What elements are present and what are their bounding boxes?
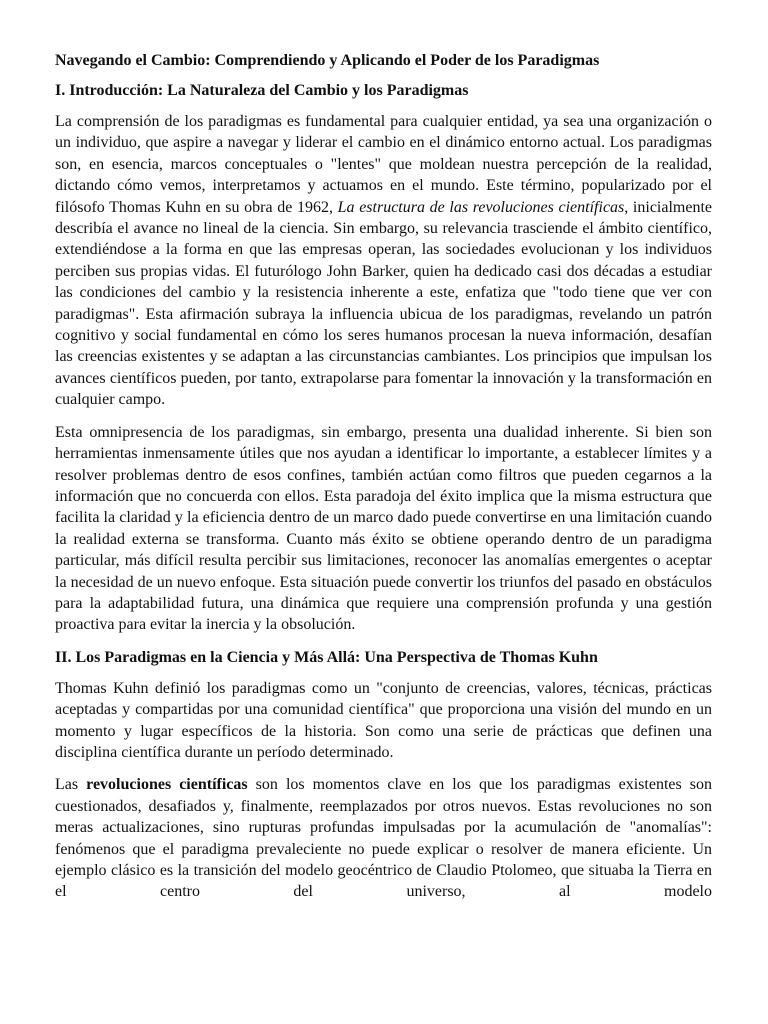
- paragraph-text: son los momentos clave en los que los paradigmas existentes son cuestionados, desafiados y, finalmente, reemplazados por otros nuevos. Estas revoluciones no son meras actualizaciones, sino rupturas profundas impulsadas por la acumulación de "anomalías": fenómenos que el paradigma prevaleciente no puede explicar o resolver de manera eficiente. Un ejemplo clásico es la transición del modelo geocéntrico de Claudio Ptolomeo, que situaba la Tierra en el centro del universo, al modelo: [55, 776, 712, 901]
- paragraph-text: La comprensión de los paradigmas es fundamental para cualquier entidad, ya sea una organización o un individuo, que aspire a navegar y liderar el cambio en el dinámico entorno actual. Los paradigmas son, en esencia, marcos conceptuales o "lentes" que moldean nuestra percepción de la realidad, dictando cómo vemos, interpretamos y actuamos en el mundo. Este término, popularizado por el filósofo Thomas Kuhn en su obra de 1962,: [55, 113, 712, 216]
- section-heading-kuhn: II. Los Paradigmas en la Ciencia y Más Allá: Una Perspectiva de Thomas Kuhn: [55, 648, 598, 666]
- paragraph-kuhn-2: [55, 774, 712, 902]
- paragraph-introduccion-2: Esta omnipresencia de los paradigmas, sin embargo, presenta una dualidad inherente. Si bien son herramientas inmensamente útiles que nos ayudan a identificar lo importante, a establecer límites y a resolver problemas dentro de esos confines, también actúan como filtros que pueden cegarnos a la información que no concuerda con ellos. Esta paradoja del éxito implica que la misma estructura que facilita la claridad y la eficiencia dentro de un marco dado puede convertirse en una limitación cuando la realidad externa se transforma. Cuanto más éxito se obtiene operando dentro de un paradigma particular, más difícil resulta percibir sus limitaciones, reconocer las anomalías emergentes o aceptar la necesidad de un nuevo enfoque. Esta situación puede convertir los triunfos del pasado en obstáculos para la adaptabilidad futura, una dinámica que requiere una comprensión profunda y una gestión proactiva para evitar la inercia y la obsolución.: [55, 423, 712, 634]
- section-heading-introduccion: I. Introducción: La Naturaleza del Cambio y los Paradigmas: [55, 82, 469, 99]
- paragraph-text: Las: [55, 776, 87, 794]
- book-title-italic: La estructura de las revoluciones científicas: [337, 198, 625, 216]
- bold-term: revoluciones científicas: [86, 776, 248, 794]
- paragraph-introduccion-1: [55, 111, 712, 411]
- paragraph-text: , inicialmente describía el avance no lineal de la ciencia. Sin embargo, su relevancia trasciende el ámbito científico, extendiéndose a la forma en que las empresas operan, las sociedades evolucionan y los individuos perciben sus propias vidas. El futurólogo John Barker, quien ha dedicado casi dos décadas a estudiar las condiciones del cambio y la resistencia inherente a este, enfatiza que "todo tiene que ver con paradigmas". Esta afirmación subraya la influencia ubicua de los paradigmas, revelando un patrón cognitivo y social fundamental en cómo los seres humanos procesan la nueva información, desafían las creencias existentes y se adaptan a las circunstancias cambiantes. Los principios que impulsan los avances científicos pueden, por tanto, extrapolarse para fomentar la innovación y la transformación en cualquier campo.: [55, 198, 713, 409]
- document-page: [55, 50, 712, 914]
- document-title: Navegando el Cambio: Comprendiendo y Aplicando el Poder de los Paradigmas: [55, 52, 600, 69]
- paragraph-kuhn-1: Thomas Kuhn definió los paradigmas como un "conjunto de creencias, valores, técnicas, prácticas aceptadas y compartidas por una comunidad científica" que proporciona una visión del mundo en un momento y lugar específicos de la historia. Son como una serie de prácticas que definen una disciplina científica durante un período determinado.: [55, 679, 712, 761]
